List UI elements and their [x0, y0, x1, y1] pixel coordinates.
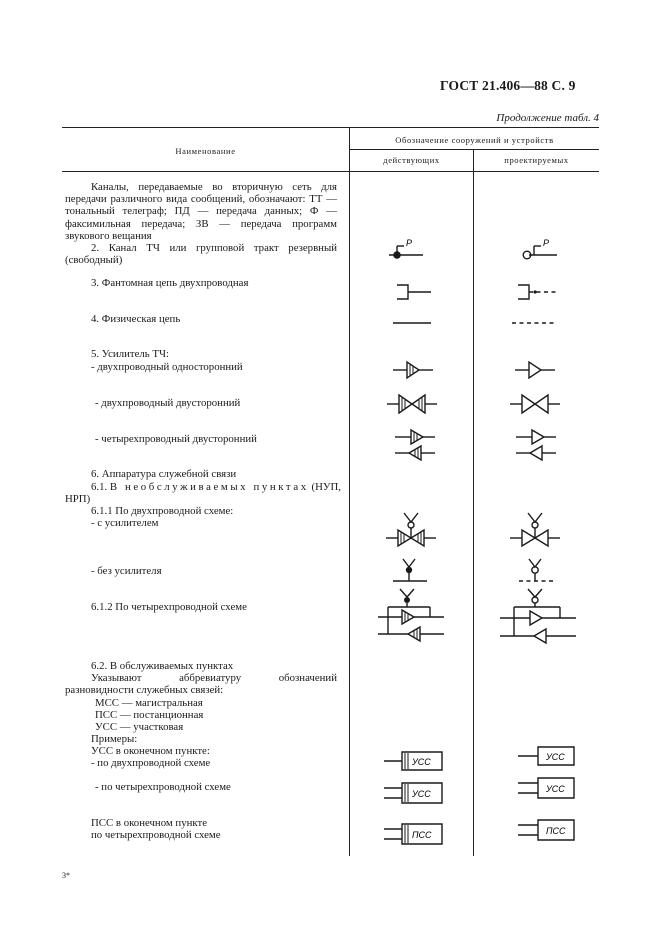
physical-circuit-projected-symbol: [512, 318, 556, 328]
service-2wire-amplifier-projected-symbol: [510, 510, 562, 550]
amplifier-2wire-oneway-existing-symbol: [393, 360, 435, 380]
item-6-1-line2-text: НРП): [65, 493, 91, 505]
pss-4wire-projected-symbol: [518, 818, 578, 842]
service-2wire-no-amplifier-projected-symbol: [519, 557, 559, 587]
uss-label-1: УСС: [412, 757, 431, 767]
document-header: ГОСТ 21.406—88 С. 9: [440, 78, 576, 93]
amplifier-2wire-twoway-projected-symbol: [510, 393, 562, 415]
item-6-1-1a-text: - с усилителем: [91, 517, 159, 529]
item-5a-text: - двухпроводный односторонний: [91, 361, 243, 373]
uss-2wire-existing-symbol: [384, 750, 444, 772]
amplifier-2wire-oneway-projected-symbol: [515, 360, 557, 380]
item-3-text: 3. Фантомная цепь двухпроводная: [91, 277, 249, 289]
page-sheet-mark: 3*: [62, 871, 70, 880]
pss-4wire-existing-symbol: [384, 822, 444, 846]
uss-text: УСС — участковая: [95, 721, 184, 733]
item-5b-text: - двухпроводный двусторонний: [95, 397, 241, 409]
phantom-circuit-existing-symbol: [393, 280, 433, 304]
service-2wire-amplifier-existing-symbol: [386, 510, 438, 550]
reserve-mark-label-projected: Р: [543, 238, 550, 248]
item-6-1-1-text: 6.1.1 По двухпроводной схеме:: [91, 505, 234, 517]
phantom-circuit-projected-symbol: [514, 280, 560, 304]
header-designation-group: Обозначение сооружений и устройств: [395, 135, 554, 145]
item-6-2-text: 6.2. В обслуживаемых пунктах: [91, 660, 234, 672]
mss-text: МСС — магистральная: [95, 697, 203, 709]
header-projected: проектируемых: [504, 155, 569, 165]
uss-2wire-text: - по двухпроводной схеме: [91, 757, 211, 769]
service-4wire-projected-symbol: [500, 587, 578, 647]
pss-label-1: ПСС: [412, 830, 432, 840]
item-6-1-1b-text: - без усилителя: [91, 565, 162, 577]
amplifier-4wire-twoway-projected-symbol: [516, 428, 558, 462]
physical-circuit-existing-symbol: [393, 318, 433, 328]
table-head-bottom-rule: [62, 171, 599, 172]
pss-label-2: ПСС: [546, 826, 566, 836]
uss-label-2: УСС: [412, 789, 431, 799]
header-existing: действующих: [383, 155, 440, 165]
reserve-mark-label: Р: [406, 238, 413, 248]
uss-2wire-projected-symbol: [518, 745, 578, 767]
item-6-2-note-text: Указывают аббревиатуру обозначений разновидности служебных связей:: [65, 672, 337, 697]
uss-label-3: УСС: [546, 752, 565, 762]
item-6-1-spaced: В необслуживаемых пунктах: [109, 481, 309, 493]
uss-end-text: УСС в оконечном пункте:: [91, 745, 210, 757]
service-4wire-existing-symbol: [378, 587, 448, 645]
item-6-1-prefix: 6.1.: [91, 481, 110, 493]
amplifier-4wire-twoway-existing-symbol: [395, 428, 437, 462]
uss-4wire-text: - по четырехпроводной схеме: [95, 781, 231, 793]
table-top-rule: [62, 127, 599, 128]
service-2wire-no-amplifier-existing-symbol: [393, 557, 433, 587]
table-continuation-note: Продолжение табл. 4: [496, 112, 599, 124]
item-6-1-suffix: (НУП,: [311, 481, 342, 493]
item-6-1-text: [91, 481, 341, 493]
uss-4wire-projected-symbol: [518, 776, 578, 800]
table-column-divider-1: [349, 127, 350, 856]
pss-end-text-2: по четырехпроводной схеме: [91, 829, 221, 841]
reserve-channel-existing-symbol: [385, 238, 435, 268]
table-subhead-rule: [350, 149, 599, 150]
item-6-text: 6. Аппаратура служебной связи: [91, 468, 237, 480]
table-column-divider-2: [473, 149, 474, 856]
uss-label-4: УСС: [546, 784, 565, 794]
reserve-channel-projected-symbol: [519, 238, 569, 268]
item-4-text: 4. Физическая цепь: [91, 313, 181, 325]
amplifier-2wire-twoway-existing-symbol: [387, 393, 439, 415]
item-2-text: 2. Канал ТЧ или групповой тракт резервный (свободный): [65, 242, 337, 267]
channels-intro-text: Каналы, передаваемые во вторичную сеть для передачи различного вида сообщений, обозначают: ТТ — тональный телеграф; ПД — передача данных; Ф — факсимильная передача; ЗВ — передача программ звукового вещания: [65, 181, 337, 242]
pss-end-text-1: ПСС в оконечном пункте: [91, 817, 207, 829]
examples-text: Примеры:: [91, 733, 138, 745]
item-6-1-2-text: 6.1.2 По четырехпроводной схеме: [91, 601, 247, 613]
item-5c-text: - четырехпроводный двусторонний: [95, 433, 257, 445]
item-5-text: 5. Усилитель ТЧ:: [91, 348, 170, 360]
pss-text: ПСС — постанционная: [95, 709, 204, 721]
uss-4wire-existing-symbol: [384, 781, 444, 805]
header-name-column: Наименование: [175, 146, 236, 156]
